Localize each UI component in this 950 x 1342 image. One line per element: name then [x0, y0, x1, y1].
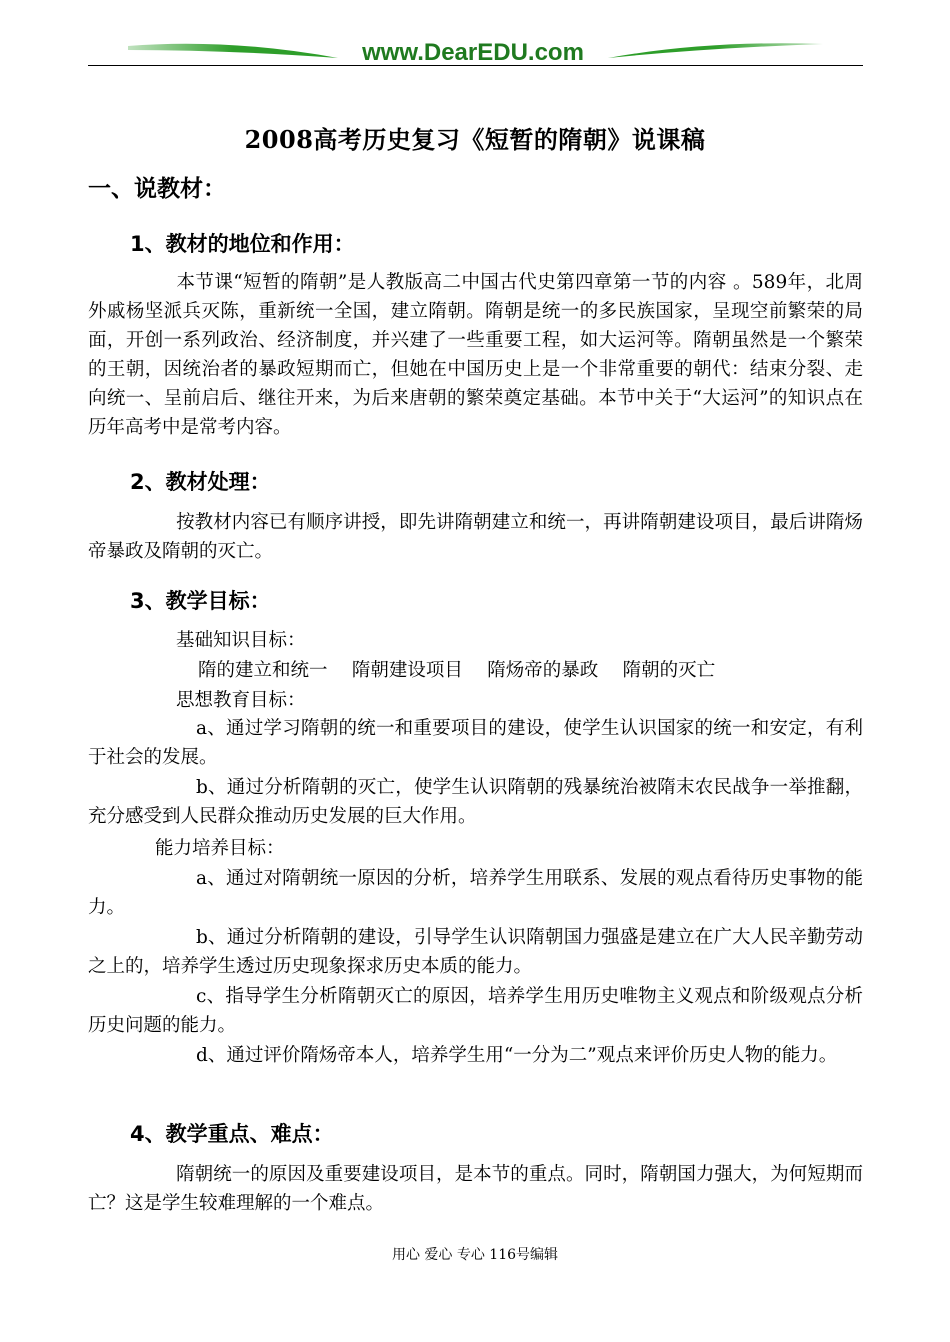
logo-text: www.DearEDU.com [362, 39, 584, 66]
ability-item-d: d、通过评价隋炀帝本人，培养学生用“一分为二”观点来评价历史人物的能力。 [196, 1045, 838, 1066]
ability-item-b: b、通过分析隋朝的建设，引导学生认识隋朝国力强盛是建立在广大人民辛勤劳动之上的，培养学生透过历史现象探求历史本质的能力。 [88, 927, 863, 977]
ability-label: 能力培养目标： [155, 838, 285, 859]
ability-item-c: c、指导学生分析隋朝灭亡的原因，培养学生用历史唯物主义观点和阶级观点分析历史问题的能力。 [88, 986, 863, 1036]
paragraph-processing [88, 508, 863, 566]
ideology-item-b: b、通过分析隋朝的灭亡，使学生认识隋朝的残暴统治被隋末农民战争一举推翻，充分感受到人民群众推动历史发展的巨大作用。 [88, 777, 863, 827]
paragraph-key-difficult: 隋朝统一的原因及重要建设项目，是本节的重点。同时，隋朝国力强大，为何短期而亡？这是学生较难理解的一个难点。 [88, 1164, 863, 1214]
ability-item-a: a、通过对隋朝统一原因的分析，培养学生用联系、发展的观点看待历史事物的能力。 [88, 868, 863, 918]
subheading-objectives: 3、教学目标： [130, 589, 271, 613]
subheading-processing: 2、教材处理： [130, 470, 271, 494]
basic-knowledge-label: 基础知识目标： [176, 630, 306, 651]
document-title: 2008高考历史复习《短暂的隋朝》说课稿 [244, 125, 706, 154]
section-heading-textbook: 一、说教材： [88, 176, 226, 202]
ideology-item-a: a、通过学习隋朝的统一和重要项目的建设，使学生认识国家的统一和安定，有利于社会的发展。 [88, 718, 863, 768]
subheading-position-role: 1、教材的地位和作用： [130, 232, 355, 256]
paragraph-position-role-text: 本节课“短暂的隋朝”是人教版高二中国古代史第四章第一节的内容 。589年，北周外戚杨坚派兵灭陈，重新统一全国，建立隋朝。隋朝是统一的多民族国家，呈现空前繁荣的局面，开创一系列政治、经济制度，并兴建了一些重要工程，如大运河等。隋朝虽然是一个繁荣的王朝，因统治者的暴政短期而亡，但她在中国历史上是一个非常重要的朝代：结束分裂、走向统一、呈前启后、继往开来，为后来唐朝的繁荣奠定基础。本节中关于“大运河”的知识点在历年高考中是常考内容。 [88, 272, 863, 438]
ideology-label: 思想教育目标： [176, 690, 306, 711]
header-divider [88, 65, 863, 66]
basic-knowledge-items: 隋的建立和统一 隋朝建设项目 隋炀帝的暴政 隋朝的灭亡 [198, 660, 716, 681]
paragraph-position-role [88, 268, 863, 442]
subheading-key-difficult: 4、教学重点、难点： [130, 1122, 334, 1146]
paragraph-processing-text: 按教材内容已有顺序讲授，即先讲隋朝建立和统一，再讲隋朝建设项目，最后讲隋炀帝暴政及隋朝的灭亡。 [88, 512, 863, 562]
page-footer: 用心 爱心 专心 116号编辑 [391, 1247, 559, 1263]
